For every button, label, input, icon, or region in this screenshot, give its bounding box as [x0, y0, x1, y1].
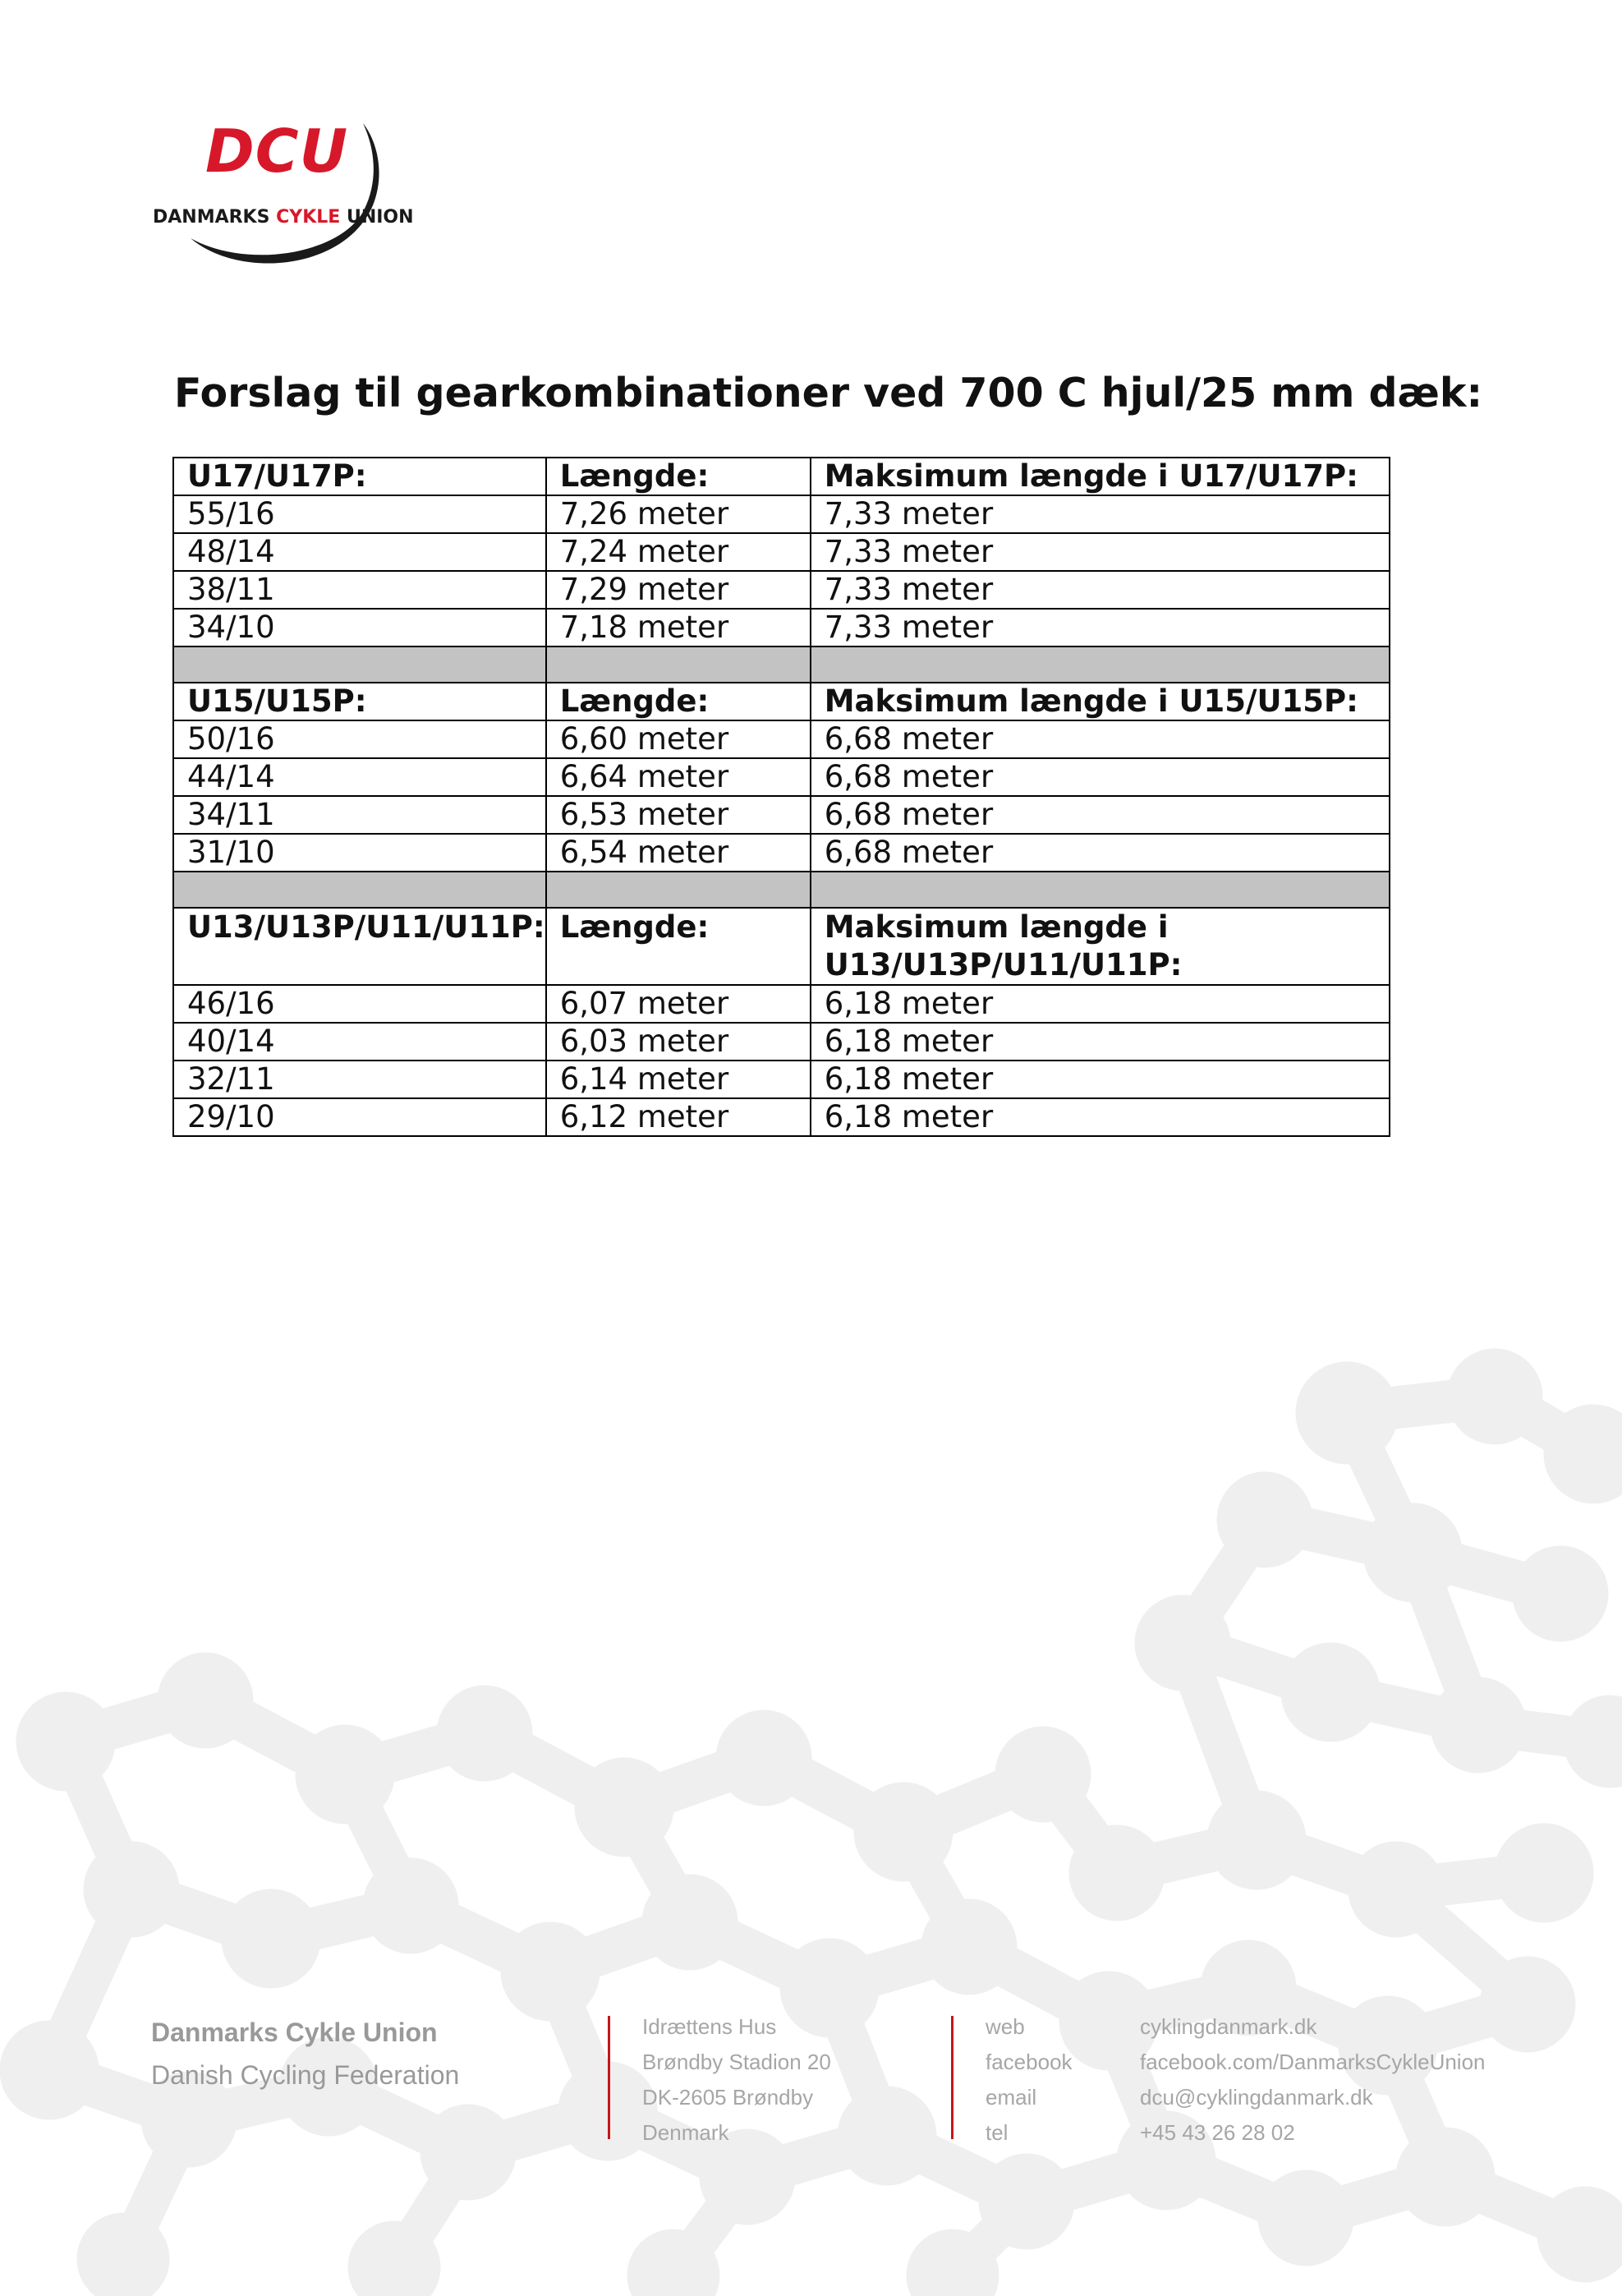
header-cell: Maksimum længde i U17/U17P: [811, 458, 1390, 495]
footer-email-link[interactable]: dcu@cyklingdanmark.dk [1140, 2085, 1373, 2110]
table-cell: 7,24 meter [546, 533, 811, 571]
footer-address-line: Denmark [642, 2120, 729, 2145]
table-cell: 6,18 meter [811, 1098, 1390, 1136]
header-cell: Længde: [546, 683, 811, 720]
table-row [173, 571, 1390, 609]
footer-org-name-en: Danish Cycling Federation [151, 2060, 460, 2090]
footer-divider [608, 2016, 610, 2139]
header-cell: Længde: [546, 908, 811, 985]
spacer-cell [173, 646, 546, 683]
table-spacer-row [173, 646, 1390, 683]
spacer-cell [811, 872, 1390, 908]
footer-address-line: Brøndby Stadion 20 [642, 2050, 831, 2074]
table-cell: 7,26 meter [546, 495, 811, 533]
table-row [173, 1098, 1390, 1136]
table-cell: 6,14 meter [546, 1061, 811, 1098]
table-row [173, 1023, 1390, 1061]
footer-contact-label: facebook [986, 2050, 1073, 2074]
table-cell: 6,68 meter [811, 796, 1390, 834]
header-cell-line: Maksimum længde i [824, 909, 1169, 945]
table-cell: 6,60 meter [546, 720, 811, 758]
table-cell: 7,33 meter [811, 495, 1390, 533]
table-spacer-row [173, 872, 1390, 908]
table-cell: 6,68 meter [811, 758, 1390, 796]
table-cell: 29/10 [173, 1098, 546, 1136]
header-cell: Længde: [546, 458, 811, 495]
table-header-row [173, 908, 1390, 985]
table-cell: 7,29 meter [546, 571, 811, 609]
table-row [173, 834, 1390, 872]
table-cell: 6,54 meter [546, 834, 811, 872]
table-cell: 50/16 [173, 720, 546, 758]
table-cell: 7,33 meter [811, 533, 1390, 571]
logo-brand: DCU [205, 117, 349, 186]
table-cell: 46/16 [173, 985, 546, 1023]
footer-facebook-link[interactable]: facebook.com/DanmarksCykleUnion [1140, 2050, 1486, 2074]
header-cell-line: U13/U13P/U11/U11P: [824, 947, 1183, 982]
table-row [173, 796, 1390, 834]
table-cell: 6,03 meter [546, 1023, 811, 1061]
footer-tel[interactable]: +45 43 26 28 02 [1140, 2120, 1295, 2145]
table-row [173, 495, 1390, 533]
table-cell: 6,18 meter [811, 985, 1390, 1023]
header-cell: U15/U15P: [173, 683, 546, 720]
table-cell: 7,18 meter [546, 609, 811, 646]
logo-subtitle-part1: DANMARKS [153, 207, 277, 228]
table-row [173, 1061, 1390, 1098]
table-cell: 40/14 [173, 1023, 546, 1061]
spacer-cell [546, 872, 811, 908]
spacer-cell [546, 646, 811, 683]
table-cell: 6,53 meter [546, 796, 811, 834]
footer-address-line: Idrættens Hus [642, 2014, 777, 2039]
page-title: Forslag til gearkombinationer ved 700 C hjul/25 mm dæk: [174, 370, 1483, 416]
footer-org-name: Danmarks Cykle Union [151, 2018, 438, 2047]
table-row [173, 609, 1390, 646]
table-row [173, 533, 1390, 571]
table-cell: 32/11 [173, 1061, 546, 1098]
logo-subtitle-part2: CYKLE [276, 207, 341, 228]
footer-address-line: DK-2605 Brøndby [642, 2085, 814, 2110]
table-cell: 6,12 meter [546, 1098, 811, 1136]
table-cell: 6,68 meter [811, 834, 1390, 872]
table-cell: 6,68 meter [811, 720, 1390, 758]
table-cell: 7,33 meter [811, 571, 1390, 609]
header-cell [811, 908, 1390, 985]
table-cell: 7,33 meter [811, 609, 1390, 646]
footer-contact-label: web [986, 2014, 1025, 2039]
spacer-cell [811, 646, 1390, 683]
table-cell: 6,64 meter [546, 758, 811, 796]
footer-contact-label: email [986, 2085, 1037, 2110]
gear-table [172, 457, 1390, 1137]
table-cell: 48/14 [173, 533, 546, 571]
header-cell: U17/U17P: [173, 458, 546, 495]
table-cell: 44/14 [173, 758, 546, 796]
table-cell: 31/10 [173, 834, 546, 872]
table-cell: 34/11 [173, 796, 546, 834]
page-footer [0, 2004, 1622, 2169]
table-cell: 6,07 meter [546, 985, 811, 1023]
footer-web-link[interactable]: cyklingdanmark.dk [1140, 2014, 1317, 2039]
header-cell: Maksimum længde i U15/U15P: [811, 683, 1390, 720]
table-header-row [173, 458, 1390, 495]
spacer-cell [173, 872, 546, 908]
logo-subtitle-part3: UNION [340, 207, 414, 228]
table-row [173, 758, 1390, 796]
table-cell: 6,18 meter [811, 1061, 1390, 1098]
table-cell: 34/10 [173, 609, 546, 646]
table-cell: 6,18 meter [811, 1023, 1390, 1061]
logo-subtitle [153, 207, 414, 228]
table-row [173, 720, 1390, 758]
table-row [173, 985, 1390, 1023]
table-cell: 38/11 [173, 571, 546, 609]
table-cell: 55/16 [173, 495, 546, 533]
footer-contact-label: tel [986, 2120, 1009, 2145]
header-cell: U13/U13P/U11/U11P: [173, 908, 546, 985]
footer-divider [951, 2016, 953, 2139]
table-header-row [173, 683, 1390, 720]
dcu-logo [148, 115, 414, 279]
